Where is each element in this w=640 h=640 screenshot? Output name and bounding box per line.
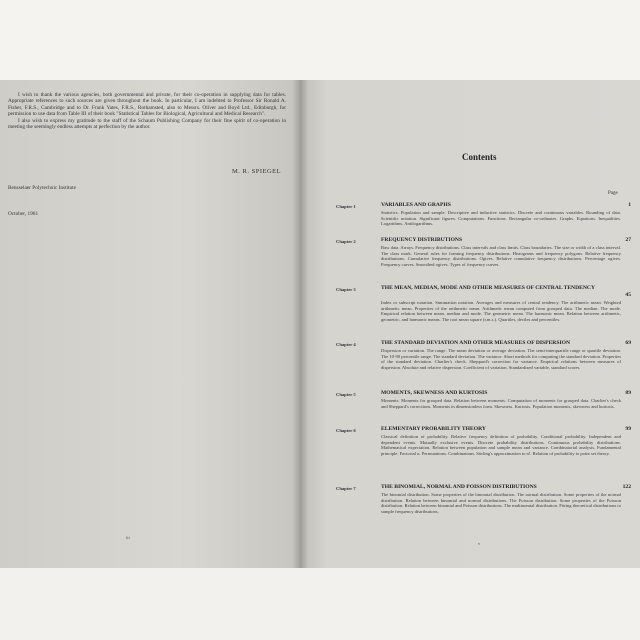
chapter-description: Moments. Moments for grouped data. Relation between moments. Computation of moments for grouped data. Charlier's check and Sheppard's corrections. Moments in dimensionless form. Skewness. Kurtosis. Population moments, skewness and kurtosis. [381,398,621,409]
background-top [0,0,640,80]
chapter-description: Raw data. Arrays. Frequency distributions. Class intervals and class limits. Class boundaries. The size or width of a class interval. The class mark. General rules for forming frequency distributions. Histograms and frequency polygons. Relative frequency distributions. Cumulative frequency distributions. Ogives. Relative cumulative frequency distributions. Percentage ogives. Frequency curves. Smoothed ogives. Types of frequency curves. [381,245,621,267]
chapter-label: Chapter 5 [336,392,356,397]
chapter-label: Chapter 6 [336,428,356,433]
chapter-label: Chapter 4 [336,342,356,347]
chapter-title: FREQUENCY DISTRIBUTIONS [381,237,463,243]
chapter-label: Chapter 1 [336,204,356,209]
author-institution: Rensselaer Polytechnic Institute [8,185,76,191]
chapter-description: The binomial distribution. Some properties of the binomial distribution. The normal distribution. Some properties of the normal distribution. Relation between binomial and normal distributions. The Poisson distribution. Some properties of the Poisson distribution. Relation between binomial and Poisson distributions. The multinomial distribution. Fitting theoretical distributions to sample frequency distributions. [381,492,621,514]
right-page [300,80,640,568]
chapter-page: 122 [622,484,631,490]
chapter-description: Statistics. Population and sample. Descriptive and inductive statistics. Discrete and continuous variables. Rounding of data. Scientific notation. Significant figures. Computations. Functions. Rectangular co-ordinates. Graphs. Equations. Inequalities. Logarithms. Antilogarithms. [381,210,621,227]
page-column-label: Page [608,191,618,196]
chapter-title: MOMENTS, SKEWNESS AND KURTOSIS [381,390,488,396]
chapter-title: THE MEAN, MEDIAN, MODE AND OTHER MEASURES OF CENTRAL TENDENCY [381,285,595,291]
chapter-page: 89 [625,390,631,396]
chapter-page: 27 [625,237,631,243]
chapter-page: 99 [625,426,631,432]
chapter-description: Dispersion or variation. The range. The mean deviation or average deviation. The semi-interquartile range or quartile deviation. The 10-90 percentile range. The standard deviation. The variance. Short methods for computing the standard deviation. Properties of the standard deviation. Charlier's check. Sheppard's correction for variance. Empirical relations between measures of dispersion. Absolute and relative dispersion. Coefficient of variation. Standardized variable, standard scores. [381,348,621,370]
chapter-label: Chapter 2 [336,239,356,244]
right-page-number: v [478,541,481,546]
preface-date: October, 1961 [8,211,39,217]
left-page-number: iii [126,535,130,540]
background-bottom [0,568,640,640]
chapter-label: Chapter 7 [336,486,356,491]
chapter-title: VARIABLES AND GRAPHS [381,202,451,208]
chapter-title: ELEMENTARY PROBABILITY THEORY [381,426,486,432]
chapter-page: 1 [628,202,631,208]
chapter-page: 69 [625,340,631,346]
acknowledgement-paragraph-2: I also wish to express my gratitude to the staff of the Schaum Publishing Company for their fine spirit of co-operation in meeting the seemingly endless attempts at perfection by the author. [8,117,286,131]
left-page [0,80,300,568]
chapter-description: Index or subscript notation. Summation notation. Averages and measures of central tendency. The arithmetic mean. Weighted arithmetic mean. Properties of the arithmetic mean. Arithmetic mean computed from grouped data. The median. The mode. Empirical relation between mean, median and mode. The geometric mean. The harmonic mean. Relation between arithmetic, geometric, and harmonic means. The root mean square (r.m.s.). Quartiles, deciles and percentiles. [381,300,621,322]
acknowledgement [8,92,286,130]
book-gutter [292,80,308,568]
chapter-title: THE BINOMIAL, NORMAL AND POISSON DISTRIBUTIONS [381,484,537,490]
author-signature: M. R. SPIEGEL [232,168,282,175]
contents-heading: Contents [462,152,497,162]
chapter-title: THE STANDARD DEVIATION AND OTHER MEASURES OF DISPERSION [381,340,571,346]
chapter-page: 45 [625,292,631,298]
chapter-description: Classical definition of probability. Relative frequency definition of probability. Conditional probability. Independent and dependent events. Mutually exclusive events. Discrete probability distributions. Continuous probability distributions. Mathematical expectation. Relation between population and sample mean and variance. Combinatorial analysis. Fundamental principle. Factorial n. Permutations. Combinations. Stirling's approximation to n!. Relation of probability to point set theory. [381,434,621,456]
open-book [0,80,640,568]
acknowledgement-paragraph-1: I wish to thank the various agencies, both governmental and private, for their co-operation in supplying data for tables. Appropriate references to such sources are given throughout the book. In particular, I am indebted to Professor Sir Ronald A. Fisher, F.R.S., Cambridge and to Dr. Frank Yates, F.R.S., Rothamsted, also to Messrs. Oliver and Boyd Ltd., Edinburgh, for permission to use data from Table III of their book "Statistical Tables for Biological, Agricultural and Medical Research". [8,92,286,118]
chapter-label: Chapter 3 [336,287,356,292]
